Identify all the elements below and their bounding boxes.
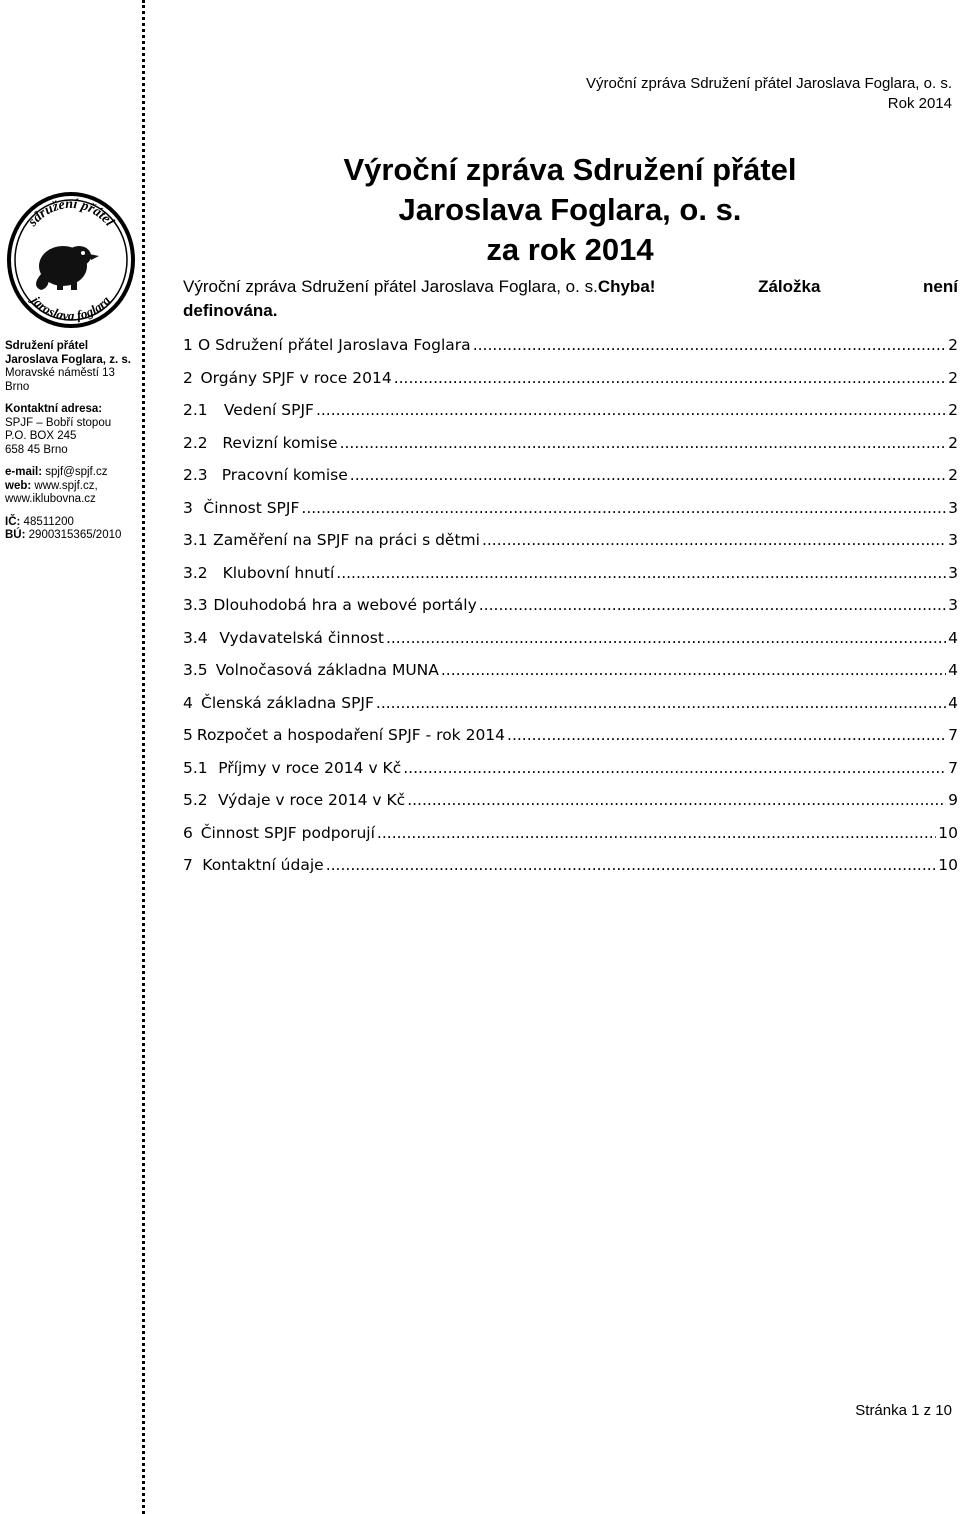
ic-row <box>5 516 145 530</box>
title-line-2: Jaroslava Foglara, o. s. <box>398 192 742 227</box>
toc-leader <box>386 629 946 647</box>
toc-entry-title: Výdaje v roce 2014 v Kč <box>217 791 406 810</box>
toc-subentry[interactable] <box>183 394 958 427</box>
toc-entry-page: 7 <box>948 726 958 745</box>
toc-entry-number: 2.1 <box>183 401 208 420</box>
email-label: e-mail: <box>5 466 43 478</box>
web-link-2[interactable]: www.iklubovna.cz <box>5 493 96 505</box>
toc-entry-title: Revizní komise <box>222 433 338 452</box>
toc-entry-title: Příjmy v roce 2014 v Kč <box>218 758 402 777</box>
toc-entry-title: Činnost SPJF podporují <box>200 823 375 842</box>
document-title <box>220 150 920 270</box>
page-footer <box>855 1402 952 1419</box>
web-row <box>5 480 145 494</box>
bu-value: 2900315365/2010 <box>28 529 122 541</box>
toc-subentry[interactable] <box>183 589 958 622</box>
web-label: web: <box>5 479 32 492</box>
toc-entry-page: 3 <box>948 563 958 582</box>
toc-entry-title: Vydavatelská činnost <box>219 628 384 647</box>
toc-subentry[interactable] <box>183 524 958 557</box>
toc-leader <box>473 336 946 354</box>
toc-leader <box>441 661 946 679</box>
toc-leader <box>482 531 946 549</box>
toc-entry-number: 4 <box>183 693 193 712</box>
toc-entry[interactable] <box>183 492 958 525</box>
header-line-2: Rok 2014 <box>887 95 952 112</box>
bookmark-error-entry[interactable] <box>183 275 958 323</box>
title-line-1: Výroční zpráva Sdružení přátel <box>343 152 797 187</box>
toc-entry-number: 3.1 <box>183 531 208 550</box>
contact-line-1: SPJF – Bobří stopou <box>5 416 112 429</box>
email-link[interactable]: spjf@spjf.cz <box>45 466 108 478</box>
page-number: Stránka 1 z 10 <box>855 1402 952 1419</box>
toc-entry-title: Orgány SPJF v roce 2014 <box>200 368 392 387</box>
toc-entry-title: O Sdružení přátel Jaroslava Foglara <box>197 336 471 355</box>
toc-entry-number: 2.3 <box>183 466 208 485</box>
toc-leader <box>336 564 946 582</box>
toc-leader <box>376 694 946 712</box>
toc-entry-page: 3 <box>948 596 958 615</box>
error-word-2: Záložka <box>758 277 821 296</box>
toc-entry-number: 3 <box>183 498 193 517</box>
toc-entry-number: 5 <box>183 726 193 745</box>
logo-text-bottom: jaroslava foglara <box>28 292 114 324</box>
toc-entry[interactable] <box>183 329 958 362</box>
toc-leader <box>479 596 946 614</box>
toc-entry-number: 2.2 <box>183 433 208 452</box>
toc-entry-title: Rozpočet a hospodaření SPJF - rok 2014 <box>196 726 506 745</box>
org-name-line-2: Jaroslava Foglara, z. s. <box>5 353 131 366</box>
org-name-line-1: Sdružení přátel <box>5 340 89 352</box>
error-word-1: Chyba! <box>597 277 656 296</box>
logo-text-top: sdružení přátel <box>25 196 117 230</box>
toc-entry-number: 3.3 <box>183 596 208 615</box>
toc-entry-number: 3.5 <box>183 661 208 680</box>
toc-entry-number: 7 <box>183 856 193 875</box>
sidebar <box>5 190 145 552</box>
toc-entry-page: 7 <box>948 758 958 777</box>
toc-entry[interactable] <box>183 687 958 720</box>
toc-entry-page: 4 <box>948 628 958 647</box>
error-word-3: není <box>923 277 958 296</box>
toc-leader <box>326 856 937 874</box>
toc-entry-page: 2 <box>948 466 958 485</box>
toc-entry[interactable] <box>183 817 958 850</box>
toc-entry-page: 2 <box>948 336 958 355</box>
toc-entry-page: 10 <box>938 823 958 842</box>
toc-leader <box>350 466 946 484</box>
toc-entry-title: Dlouhodobá hra a webové portály <box>213 596 477 615</box>
toc-entry-title: Činnost SPJF <box>203 498 300 517</box>
toc-leader <box>403 759 946 777</box>
toc-leader <box>394 369 946 387</box>
toc-subentry[interactable] <box>183 784 958 817</box>
header-line-1: Výroční zpráva Sdružení přátel Jaroslava Foglara, o. s. <box>585 75 952 92</box>
toc-entry-page: 9 <box>948 791 958 810</box>
contact-label: Kontaktní adresa: <box>5 403 103 415</box>
toc-leader <box>507 726 946 744</box>
toc-entry-number: 3.2 <box>183 563 208 582</box>
toc-entry[interactable] <box>183 719 958 752</box>
toc-entry-page: 2 <box>948 368 958 387</box>
title-line-3: za rok 2014 <box>486 232 654 267</box>
error-entry-text: Výroční zpráva Sdružení přátel Jaroslava Foglara, o. s. <box>183 277 598 296</box>
org-address-line-1: Moravské náměstí 13 <box>5 367 115 379</box>
table-of-contents <box>183 329 958 882</box>
toc-leader <box>301 499 946 517</box>
toc-entry-number: 3.4 <box>183 628 208 647</box>
beaver-logo-icon <box>5 190 137 330</box>
toc-entry-page: 2 <box>948 433 958 452</box>
toc-entry-page: 3 <box>948 498 958 517</box>
toc-entry[interactable] <box>183 362 958 395</box>
toc-leader <box>340 434 947 452</box>
org-address-line-2: Brno <box>5 380 30 393</box>
page-header <box>586 74 952 114</box>
toc-leader <box>316 401 946 419</box>
toc-entry-title: Členská základna SPJF <box>201 693 374 712</box>
toc-subentry[interactable] <box>183 459 958 492</box>
toc-subentry[interactable] <box>183 654 958 687</box>
toc-entry-page: 4 <box>948 661 958 680</box>
toc-entry-page: 4 <box>948 693 958 712</box>
toc-entry-number: 5.1 <box>183 758 208 777</box>
toc-subentry[interactable] <box>183 427 958 460</box>
toc-entry[interactable] <box>183 849 958 882</box>
toc-entry-number: 5.2 <box>183 791 208 810</box>
error-word-4: definována. <box>183 301 278 320</box>
email-row <box>5 466 145 480</box>
toc-entry-page: 10 <box>938 856 958 875</box>
ic-value: 48511200 <box>23 515 74 528</box>
toc-entry-title: Volnočasová základna MUNA <box>215 661 439 680</box>
toc-entry-number: 6 <box>183 823 193 842</box>
toc-entry-title: Klubovní hnutí <box>222 563 335 582</box>
toc-leader <box>377 824 936 842</box>
toc-entry-number: 1 <box>183 336 193 355</box>
toc-entry-number: 2 <box>183 368 193 387</box>
web-link-1[interactable]: www.spjf.cz, <box>34 479 98 492</box>
toc-entry-title: Kontaktní údaje <box>202 856 324 875</box>
bu-label: BÚ: <box>5 529 26 541</box>
toc-leader <box>407 791 946 809</box>
bu-row <box>5 529 145 543</box>
toc-subentry[interactable] <box>183 752 958 785</box>
toc-entry-title: Pracovní komise <box>221 466 348 485</box>
toc-subentry[interactable] <box>183 557 958 590</box>
contact-line-3: 658 45 Brno <box>5 443 68 456</box>
ic-label: IČ: <box>5 515 21 528</box>
contact-line-2: P.O. BOX 245 <box>5 430 77 442</box>
toc-entry-page: 3 <box>948 531 958 550</box>
toc-entry-title: Zaměření na SPJF na práci s dětmi <box>213 531 480 550</box>
toc-subentry[interactable] <box>183 622 958 655</box>
toc-entry-title: Vedení SPJF <box>223 401 314 420</box>
toc-entry-page: 2 <box>948 401 958 420</box>
